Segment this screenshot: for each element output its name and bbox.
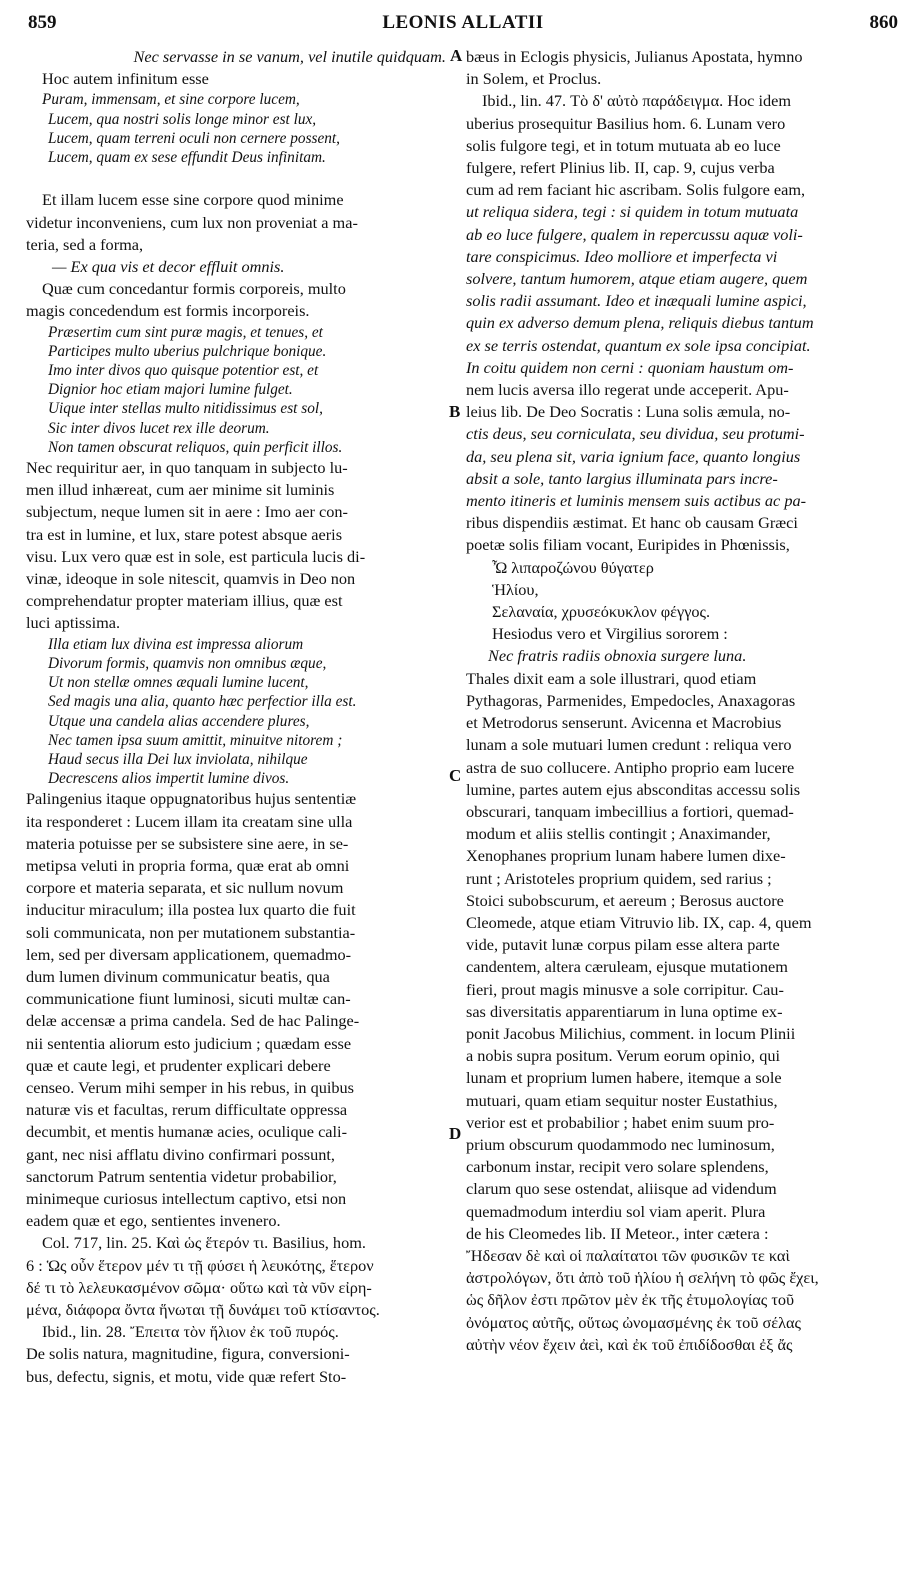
text-line: men illud inhæreat, cum aer minime sit luminis [26, 480, 335, 500]
text-line: nem lucis aversa illo regerat unde acceperit. Apu- [466, 380, 789, 400]
text-line: de his Cleomedes lib. II Meteor., inter cætera : [466, 1223, 769, 1243]
text-line: visu. Lux vero quæ est in sole, est particula lucis di- [26, 546, 366, 566]
text-line: luci aptissima. [26, 613, 121, 633]
text-line: uberius prosequitur Basilius hom. 6. Lunam vero [466, 113, 786, 133]
page-number-left: 859 [28, 12, 57, 33]
running-title: LEONIS ALLATII [382, 12, 544, 33]
text-line: in Solem, et Proclus. [466, 69, 602, 89]
text-line: ἀστρολόγων, ὅτι ἀπὸ τοῦ ἡλίου ἡ σελήνη τὸ φῶς ἔχει, [466, 1268, 819, 1288]
text-line: δέ τι τὸ λελευκασμένον σῶμα· οὕτω καὶ τὰ νῦν εἰρη- [26, 1277, 372, 1297]
text-line: videtur inconveniens, cum lux non proveniat a ma- [26, 212, 358, 232]
text-line: ab eo luce fulgere, qualem in repercussu aquæ voli- [466, 224, 803, 244]
text-line: carbonum instar, recipit vero solare splendens, [466, 1157, 769, 1177]
text-line: materia potuisse per se subsistere sine aere, in se- [26, 833, 349, 853]
text-line: ponit Jacobus Milichius, comment. in locum Plinii [466, 1023, 796, 1043]
text-line: modum et aliis stellis contingit ; Anaximander, [466, 824, 771, 844]
text-line: ex se terris ostendat, quantum ex sole ipsa concipiat. [466, 335, 811, 355]
text-line: 6 : Ὡς οὖν ἕτερον μέν τι τῇ φύσει ἡ λευκότης, ἕτερον [26, 1255, 374, 1275]
text-line: Non tamen obscurat reliquos, quin perficit illos. [48, 438, 343, 456]
text-line: Ἤδεσαν δὲ καὶ οἱ παλαίτατοι τῶν φυσικῶν τε καὶ [466, 1245, 790, 1265]
text-line: Dignior hoc etiam majori lumine fulget. [48, 381, 293, 399]
text-line: solvere, tantum humorem, atque etiam augere, quem [466, 269, 808, 289]
text-line: Hesiodus vero et Virgilius sororem : [492, 624, 728, 644]
text-line: lunam a sole mutuari lumen credunt : reliqua vero [466, 735, 792, 755]
section-marker-a: A [450, 46, 463, 65]
text-line: Nec servasse in se vanum, vel inutile quidquam. [133, 47, 446, 66]
text-line: Participes multo uberius pulchrique bonique. [48, 342, 327, 360]
text-line: μένα, διάφορα ὄντα ἥνωται τῇ δυνάμει τοῦ κτίσαντος. [26, 1299, 380, 1319]
text-line: minimeque curiosus intellectum captivo, etsi non [26, 1188, 347, 1208]
text-line: fieri, prout magis minusve a sole corripitur. Cau- [466, 979, 784, 999]
text-line: quin ex adverso demum plena, reliquis diebus tantum [466, 313, 814, 333]
text-line: Illa etiam lux divina est impressa aliorum [48, 635, 304, 653]
text-line: Uique inter stellas multo nitidissimus est sol, [48, 400, 323, 418]
text-line: cum ad rem faciant hic ascribam. Solis fulgore eam, [466, 180, 806, 200]
text-line: magis concedendum est formis incorporeis. [26, 301, 310, 321]
text-line: nii sententia aliorum esto judicium ; quædam esse [26, 1033, 352, 1053]
text-line: Nec tamen ipsa suum amittit, minuitve nitorem ; [48, 731, 343, 749]
text-line: lunam et proprium lumen habere, itemque a sole [466, 1068, 782, 1088]
text-line: Col. 717, lin. 25. Καὶ ὡς ἕτερόν τι. Basilius, hom. [42, 1233, 366, 1253]
text-line: Lucem, quam ex sese effundit Deus infinitam. [48, 149, 326, 167]
text-line: censeo. Verum mihi semper in his rebus, in quibus [26, 1077, 354, 1097]
text-line: Et illam lucem esse sine corpore quod minime [42, 190, 344, 210]
text-line: Palingenius itaque oppugnatoribus hujus sententiæ [26, 789, 357, 809]
text-line: ut reliqua sidera, tegi : si quidem in totum mutuata [466, 202, 799, 222]
text-line: astra de suo collucere. Antipho proprio eam lucere [466, 757, 795, 777]
text-line: bæus in Eclogis physicis, Julianus Apostata, hymno [466, 47, 803, 66]
text-line: Imo inter divos quo quisque potentior est, et [48, 362, 319, 380]
text-line: verior est et probabilior ; habet enim suum pro- [466, 1112, 775, 1132]
text-line: Nec fratris radiis obnoxia surgere luna. [488, 646, 747, 666]
text-line: bus, defectu, signis, et motu, vide quæ refert Sto- [26, 1366, 347, 1386]
text-line: Ibid., lin. 47. Τὸ δ' αὐτὸ παράδειγμα. Hoc idem [482, 91, 792, 111]
text-line: leius lib. De Deo Socratis : Luna solis æmula, no- [466, 402, 791, 422]
text-line: ribus dispendiis æstimat. Et hanc ob causam Græci [466, 513, 798, 533]
text-line: solis radii assumant. Ideo et inæquali lumine aspici, [466, 291, 807, 311]
text-line: comprehendatur propter materiam illius, quæ est [26, 591, 343, 611]
text-line: Præsertim cum sint puræ magis, et tenues, et [48, 323, 323, 341]
text-line: absit a sole, tanto largius illuminata pars incre- [466, 468, 778, 488]
text-line: a nobis supra positum. Verum eorum opinio, qui [466, 1046, 780, 1066]
text-line: ὀνόματος αὐτῆς, οὕτως ὠνομασμένης ἐκ τοῦ σέλας [466, 1312, 801, 1332]
right-column [466, 46, 898, 1356]
section-marker-d: D [449, 1124, 462, 1143]
text-line: Sed magis una alia, quanto hæc perfectior illa est. [48, 693, 357, 711]
text-line: fulgere, refert Plinius lib. II, cap. 9, cujus verba [466, 158, 775, 178]
text-line: obscurari, tanquam imbecillius a fortiori, quemad- [466, 801, 794, 821]
text-line: Ἡλίου, [492, 579, 539, 599]
text-line: poetæ solis filiam vocant, Euripides in Phœnissis, [466, 535, 790, 555]
text-line: communicatione fiunt luminosi, sicuti multæ can- [26, 989, 351, 1009]
text-line: da, seu plena sit, varia ignium face, quanto longius [466, 446, 801, 466]
text-line: Lucem, qua nostri solis longe minor est lux, [48, 110, 317, 128]
text-line: Lucem, quam terreni oculi non cernere possent, [48, 129, 340, 147]
text-line: clarum quo sese ostendat, aliisque ad videndum [466, 1179, 777, 1199]
text-line: quemadmodum interdiu sol viam aperit. Plura [466, 1201, 766, 1221]
text-line: Stoici subobscurum, et aereum ; Berosus auctore [466, 890, 784, 910]
text-line: sanctorum Patrum sententia videtur probabilior, [26, 1166, 337, 1186]
text-line: αὐτὴν νέον ἔχειν ἀεὶ, καὶ ἐκ τοῦ ἐπιδίδοσθαι ἐξ ἄς [466, 1334, 793, 1354]
text-line: ctis deus, seu corniculata, seu dividua, seu protumi- [466, 424, 805, 444]
text-line: solis fulgore tegi, et in totum mutuata ab eo luce [466, 135, 781, 155]
text-line: In coitu quidem non cerni : quoniam haustum om- [466, 357, 794, 377]
text-line: tra est in lumine, et lux, stare potest absque aeris [26, 524, 343, 544]
text-line: Haud secus illa Dei lux inviolata, nihilque [48, 750, 308, 768]
text-line: candentem, altera cæruleam, ejusque mutationem [466, 957, 788, 977]
text-line: ita responderet : Lucem illam ita creatam sine ulla [26, 811, 353, 831]
text-line: Puram, immensam, et sine corpore lucem, [42, 91, 300, 109]
text-line: mento itineris et luminis mensem suis actibus ac pa- [466, 491, 807, 511]
text-line: lem, sed per diversam applicationem, quemadmo- [26, 944, 352, 964]
text-line: Quæ cum concedantur formis corporeis, multo [42, 279, 346, 299]
text-line: soli communicata, non per mutationem substantia- [26, 922, 356, 942]
text-line: Hoc autem infinitum esse [42, 69, 209, 89]
text-line: et Metrodorus senserunt. Avicenna et Macrobius [466, 713, 782, 733]
text-line: Thales dixit eam a sole illustrari, quod etiam [466, 668, 757, 688]
section-marker-b: B [449, 402, 461, 421]
page-number-right: 860 [869, 12, 898, 33]
text-line: ὡς δῆλον ἐστι πρῶτον μὲν ἐκ τῆς ἐτυμολογίας τοῦ [466, 1290, 795, 1310]
text-line: Utque una candela alias accendere plures, [48, 712, 310, 730]
text-line: delæ accensæ a prima candela. Sed de hac Palinge- [26, 1011, 360, 1031]
text-line: mutuari, quam etiam sequitur noster Eustathius, [466, 1090, 778, 1110]
text-line: De solis natura, magnitudine, figura, conversioni- [26, 1344, 350, 1364]
text-line: dum lumen divinum communicatur beatis, qua [26, 966, 330, 986]
text-line: Ut non stellæ omnes æquali lumine lucent, [48, 674, 309, 692]
text-line: — Ex qua vis et decor effluit omnis. [52, 257, 285, 277]
text-line: Xenophanes proprium lunam habere lumen dixe- [466, 846, 786, 866]
text-line: prium obscurum quodammodo nec luminosum, [466, 1134, 775, 1154]
text-line: Ὦ λιπαροζώνου θύγατερ [492, 557, 654, 577]
section-marker-c: C [449, 766, 462, 785]
text-line: Sic inter divos lucet rex ille deorum. [48, 419, 270, 437]
text-line: sas diversitatis apparentiarum in luna optime ex- [466, 1001, 783, 1021]
running-header [28, 12, 898, 36]
text-line: naturæ vis et facultas, rerum difficultate oppressa [26, 1100, 348, 1120]
text-line: subjectum, neque lumen sit in aere : Imo aer con- [26, 502, 348, 522]
text-line: Nec requiritur aer, in quo tanquam in subjecto lu- [26, 458, 348, 478]
text-line: Σελαναία, χρυσεόκυκλον φέγγος. [492, 602, 711, 622]
text-line: tare conspicimus. Ideo molliore et imperfecta vi [466, 246, 778, 266]
text-line [26, 167, 450, 189]
text-line: vide, putavit lunæ corpus pilam esse altera parte [466, 935, 780, 955]
text-line: runt ; Aristoteles proprium quidem, sed rarius ; [466, 868, 772, 888]
text-line: Pythagoras, Parmenides, Empedocles, Anaxagoras [466, 690, 796, 710]
text-line: Decrescens alios impertit lumine divos. [48, 770, 290, 788]
text-line: gant, nec nisi afflatu divino confirmari possunt, [26, 1144, 335, 1164]
text-line: Ibid., lin. 28. Ἔπειτα τὸν ἥλιον ἐκ τοῦ πυρός. [42, 1322, 339, 1342]
text-line: decumbit, et mentis humanæ acies, oculique cali- [26, 1122, 348, 1142]
left-column [26, 46, 450, 1388]
text-line: inducitur miraculum; illa postea lux quarto die fuit [26, 900, 356, 920]
text-line: quæ et caute legi, et prudenter explicari debere [26, 1055, 331, 1075]
text-line: metipsa veluti in propria forma, quæ erat ab omni [26, 855, 350, 875]
text-line: lumine, partes autem ejus absconditas accessu solis [466, 779, 801, 799]
text-line: eadem quæ et ego, sentientes invenero. [26, 1211, 281, 1231]
text-line: Cleomede, atque etiam Vitruvio lib. IX, cap. 4, quem [466, 912, 812, 932]
text-line: vinæ, ideoque in sole nitescit, quamvis in Deo non [26, 569, 356, 589]
text-line: teria, sed a forma, [26, 234, 144, 254]
text-line: corpore et materia separata, et sic nullum novum [26, 878, 344, 898]
text-line: Divorum formis, quamvis non omnibus æque, [48, 654, 327, 672]
